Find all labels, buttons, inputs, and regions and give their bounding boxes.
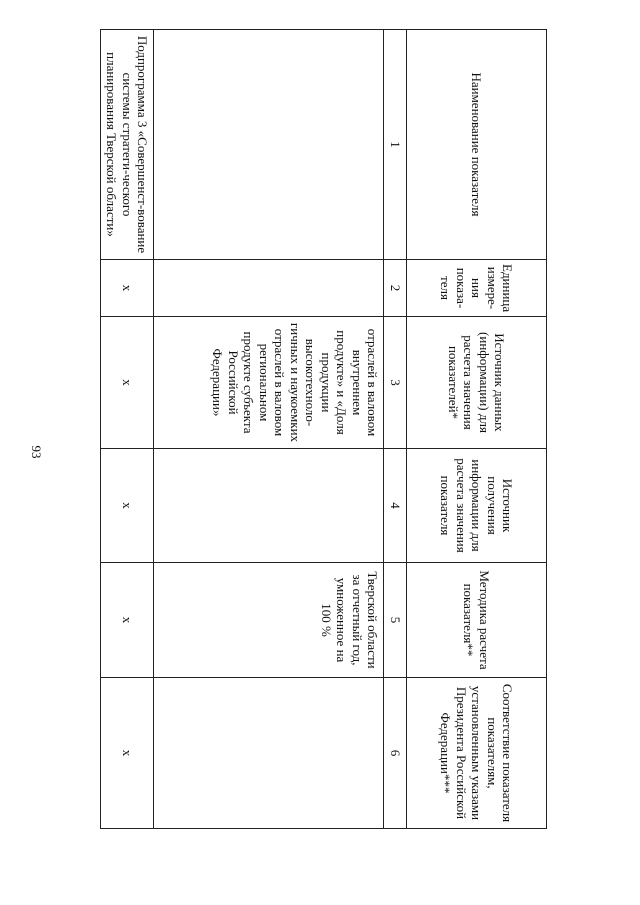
header-method: Методика расчета показателя** — [407, 563, 547, 678]
header-data-source: Источник данных (информации) для расчета значения показателей* — [407, 317, 547, 449]
column-number: 1 — [384, 30, 407, 260]
cell-unit — [154, 260, 384, 317]
cell-compliance: х — [101, 678, 155, 829]
header-indicator-name: Наименование показателя — [407, 30, 547, 260]
column-number: 2 — [384, 260, 407, 317]
cell-indicator-name: Подпрограмма 3 «Совершенст-вование системы стратеги-ческого планирования Тверской области» — [101, 30, 155, 260]
column-number: 3 — [384, 317, 407, 449]
cell-data-source: х — [101, 317, 155, 449]
cell-indicator-name — [154, 30, 384, 260]
header-unit: Единица измере-ния показа-теля — [407, 260, 547, 317]
table-row — [101, 30, 155, 829]
cell-info-source — [154, 449, 384, 563]
header-compliance: Соответствие показателя показателям, установленным указами Президента Российской Федерации*** — [407, 678, 547, 829]
rotated-table-wrapper — [104, 29, 547, 828]
column-number: 6 — [384, 678, 407, 829]
column-numbers-row — [384, 30, 407, 829]
cell-info-source: х — [101, 449, 155, 563]
header-info-source: Источник получения информации для расчета значения показателя — [407, 449, 547, 563]
cell-unit: х — [101, 260, 155, 317]
indicators-table — [100, 29, 547, 829]
cell-data-source: отраслей в валовом внутреннем продукте» и «Доля продукции высокотехноло-гичных и наукоемких отраслей в валовом региональном продукте субъекта Российской Федерации» — [154, 317, 384, 449]
cell-compliance — [154, 678, 384, 829]
table-header-row — [407, 30, 547, 829]
table-row — [154, 30, 384, 829]
page-number: 93 — [29, 445, 44, 459]
cell-method: Тверской области за отчетный год, умноженное на 100 % — [154, 563, 384, 678]
column-number: 5 — [384, 563, 407, 678]
cell-method: х — [101, 563, 155, 678]
column-number: 4 — [384, 449, 407, 563]
